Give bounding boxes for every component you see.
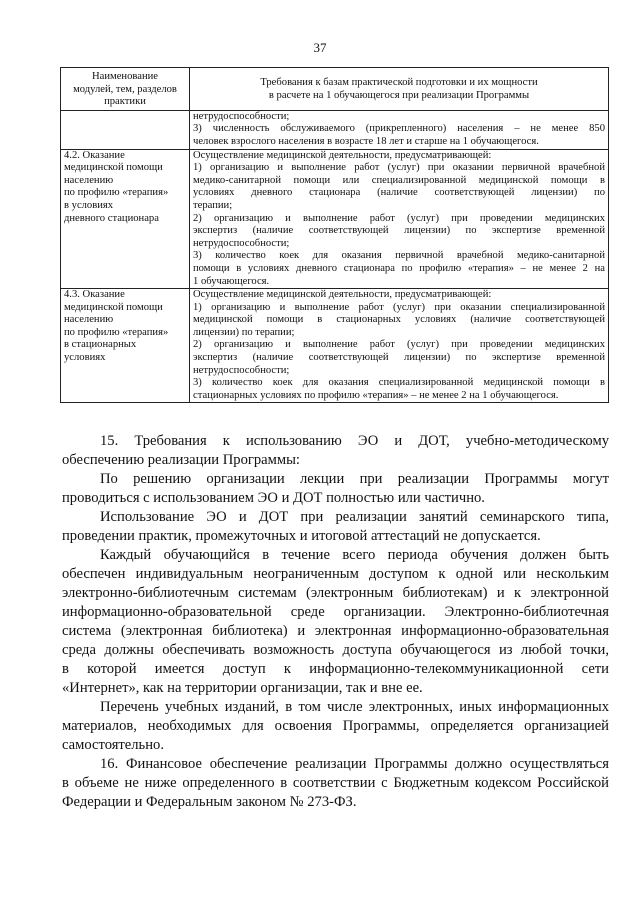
requirements-line: терапии; <box>193 199 233 211</box>
paragraph-line: 16. Финансовое обеспечение реализации Программы должно осуществляться <box>100 756 609 772</box>
header-modules <box>61 68 190 111</box>
requirements-line: 3) количество коек для оказания специализированной медицинской помощи в <box>193 377 605 389</box>
table-row <box>61 110 609 149</box>
module-name-line: по профилю «терапия» <box>64 326 169 338</box>
requirements-line: экспертиз (наличие соответствующей лицензии) по экспертизе временной <box>193 225 605 237</box>
table-row <box>61 289 609 403</box>
requirements-line: экспертиз (наличие соответствующей лицензии) по экспертизе временной <box>193 352 605 364</box>
paragraph-line: Использование ЭО и ДОТ при реализации занятий семинарского типа, <box>100 509 609 525</box>
requirements-line: помощи в условиях дневного стационара по профилю «терапия» – не менее 2 на <box>193 262 605 274</box>
requirements-line: 3) численность обслуживаемого (прикрепленного) населения – не менее 850 <box>193 123 605 135</box>
header-requirements-line: в расчете на 1 обучающегося при реализации Программы <box>268 89 530 101</box>
requirements-line: Осуществление медицинской деятельности, предусматривающей: <box>193 289 492 301</box>
header-requirements <box>190 68 609 111</box>
requirements-cell <box>190 289 609 403</box>
module-name-line: дневного стационара <box>64 212 159 224</box>
requirements-line: 1) организацию и выполнение работ (услуг) при оказании первичной врачебной <box>193 162 605 174</box>
requirements-line: 1 обучающегося. <box>193 275 270 287</box>
header-modules-line: практики <box>104 96 146 108</box>
header-modules-line: модулей, тем, разделов <box>73 83 177 95</box>
module-name-line: условиях <box>64 352 106 364</box>
requirements-table <box>60 67 609 403</box>
header-modules-line: Наименование <box>92 71 158 82</box>
paragraph-line: Каждый обучающийся в течение всего периода обучения должен быть <box>100 547 609 563</box>
module-name-line: населению <box>64 174 114 186</box>
body-text <box>62 432 609 812</box>
paragraph <box>62 508 609 546</box>
requirements-line: 3) количество коек для оказания первичной врачебной медико-санитарной <box>193 250 605 262</box>
module-name-line: в стационарных <box>64 339 137 351</box>
header-requirements-line: Требования к базам практической подготовки и их мощности <box>260 77 538 88</box>
paragraph-line: обеспечен индивидуальным неограниченным доступом к одной или нескольким <box>62 566 609 582</box>
paragraph-line: Федерации и Федеральным законом № 273-ФЗ. <box>62 794 357 810</box>
requirements-line: медицинской помощи в стационарных условиях (наличие соответствующей <box>193 314 605 326</box>
paragraph-line: «Интернет», как на территории организации, так и вне ее. <box>62 680 423 696</box>
module-name-line: 4.2. Оказание <box>64 149 125 161</box>
table-row <box>61 149 609 289</box>
requirements-line: лицензии) по терапии; <box>193 326 295 338</box>
paragraph-line: По решению организации лекции при реализации Программы могут <box>100 471 609 487</box>
module-name-line: населению <box>64 314 114 326</box>
paragraph <box>62 432 609 470</box>
requirements-line: человек взрослого населения в возрасте 18 лет и старше на 1 обучающегося. <box>193 135 539 147</box>
paragraph-line: система (электронная библиотека) и электронная информационно-образовательная <box>62 623 609 639</box>
requirements-line: стационарных условиях по профилю «терапия» – не менее 2 на 1 обучающегося. <box>193 389 559 401</box>
requirements-line: 2) организацию и выполнение работ (услуг) при проведении медицинских <box>193 339 605 351</box>
paragraph-line: информационно-образовательной среде организации. Электронно-библиотечная <box>62 604 609 620</box>
module-name-cell <box>61 149 190 289</box>
paragraph-line: обеспечению реализации Программы: <box>62 452 300 468</box>
module-name-line: медицинской помощи <box>64 162 163 174</box>
paragraph <box>62 755 609 812</box>
paragraph-line: проводиться с использованием ЭО и ДОТ полностью или частично. <box>62 490 485 506</box>
module-name-line: по профилю «терапия» <box>64 187 169 199</box>
table-header-row <box>61 68 609 111</box>
module-name-cell <box>61 289 190 403</box>
paragraph-line: Перечень учебных изданий, в том числе электронных, иных информационных <box>100 699 609 715</box>
page-number: 37 <box>313 40 327 55</box>
requirements-line: медико-санитарной помощи или специализированной медицинской помощи в <box>193 174 605 186</box>
paragraph-line: проведении практик, промежуточных и итоговой аттестаций не допускается. <box>62 528 541 544</box>
requirements-line: 1) организацию и выполнение работ (услуг) при оказании специализированной <box>193 301 605 313</box>
paragraph-line: в которой имеется доступ к информационно-телекоммуникационной сети <box>62 661 609 677</box>
paragraph-line: в объеме не ниже определенного в соответствии с Бюджетным кодексом Российской <box>62 775 609 791</box>
module-name-cell <box>61 110 190 149</box>
requirements-line: нетрудоспособности; <box>193 110 290 122</box>
module-name-line: в условиях <box>64 199 114 211</box>
requirements-cell <box>190 110 609 149</box>
paragraph-line: среда должны обеспечивать возможность доступа обучающегося из любой точки, <box>62 642 609 658</box>
paragraph <box>62 470 609 508</box>
paragraph-line: самостоятельно. <box>62 737 164 753</box>
paragraph-line: электронно-библиотечным системам (электронным библиотекам) и к электронной <box>62 585 609 601</box>
requirements-cell <box>190 149 609 289</box>
module-name-line: 4.3. Оказание <box>64 289 125 301</box>
paragraph <box>62 698 609 755</box>
requirements-line: нетрудоспособности; <box>193 364 290 376</box>
paragraph-line: 15. Требования к использованию ЭО и ДОТ, учебно-методическому <box>100 433 609 449</box>
requirements-line: 2) организацию и выполнение работ (услуг) при проведении медицинских <box>193 212 605 224</box>
requirements-line: нетрудоспособности; <box>193 237 290 249</box>
module-name-line: медицинской помощи <box>64 301 163 313</box>
paragraph <box>62 546 609 698</box>
requirements-line: Осуществление медицинской деятельности, предусматривающей: <box>193 149 492 161</box>
paragraph-line: материалов, необходимых для освоения Программы, определяется организацией <box>62 718 609 734</box>
requirements-line: условиях дневного стационара (наличие соответствующей лицензии) по <box>193 187 605 199</box>
